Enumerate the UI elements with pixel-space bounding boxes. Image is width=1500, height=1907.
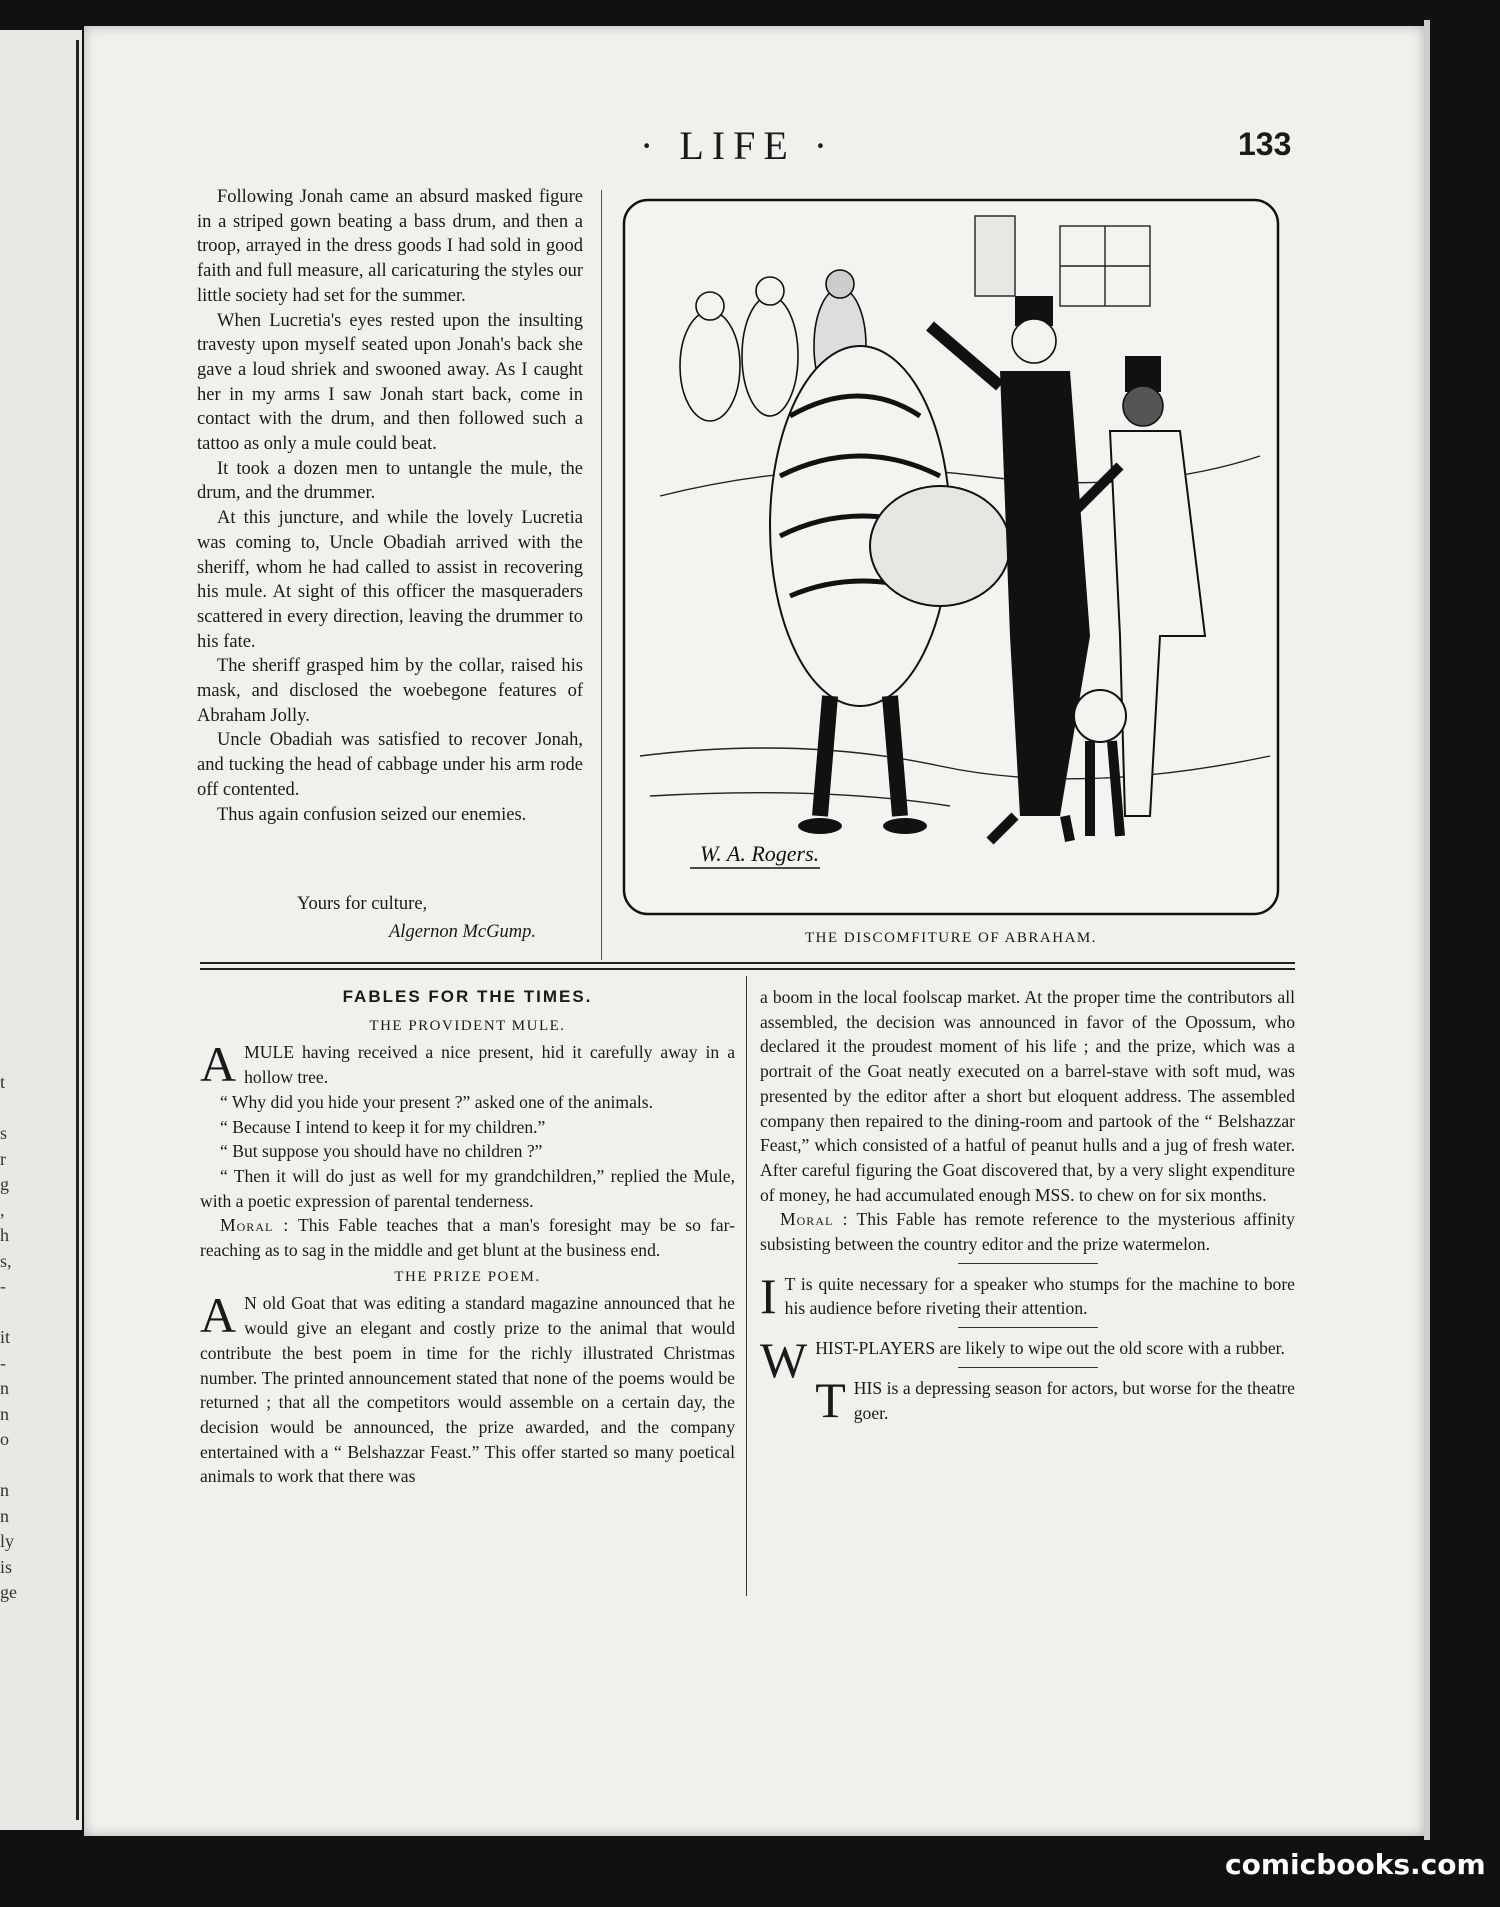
fable-paragraph: “ Because I intend to keep it for my children.” <box>220 1116 546 1137</box>
fable-title: THE PROVIDENT MULE. <box>369 1017 566 1034</box>
section-rule <box>200 962 1295 964</box>
masthead-title: · LIFE · <box>640 123 836 168</box>
closing-line: Yours for culture, <box>297 894 428 914</box>
epigram <box>760 1267 1295 1324</box>
fable-moral <box>200 1213 735 1262</box>
page-number: 133 <box>1238 126 1292 162</box>
fable-lead-paragraph <box>200 1287 735 1489</box>
moral-text: This Fable has remote reference to the mysterious affinity subsisting between the country editor and the prize watermelon. <box>760 1209 1295 1255</box>
moral-label: Moral : <box>780 1209 849 1230</box>
story-paragraph: Following Jonah came an absurd masked figure in a striped gown beating a bass drum, and then a troop, arrayed in the dress goods I had sold in good faith and full measure, all caricaturing the styles our little society had set for the summer. <box>197 187 583 306</box>
page-gutter <box>76 40 79 1820</box>
fables-column-right <box>760 985 1295 1428</box>
fables-heading: FABLES FOR THE TIMES. <box>342 987 593 1006</box>
fable-title: THE PRIZE POEM. <box>394 1268 541 1285</box>
fable-lead-paragraph <box>200 1036 735 1093</box>
column-divider <box>746 976 747 1596</box>
story-column <box>197 185 583 827</box>
story-paragraph: Thus again confusion seized our enemies. <box>217 804 527 825</box>
fable-paragraph: “ Then it will do just as well for my grandchildren,” replied the Mule, with a poetic expression of parental tenderness. <box>200 1165 735 1211</box>
fable-continued: a boom in the local foolscap market. At the proper time the contributors all assembled, the decision was announced in favor of the Opossum, who declared it the proudest moment of his life ; and the prize, which was a portrait of the Goat neatly executed on a barrel-stave with soft mud, was presented by the editor after a short but eloquent address. The assembled company then repaired to the dining-room and partook of the “ Belshazzar Feast,” which consisted of a hatful of peanut hulls and a jug of fresh water. After careful figuring the Goat discovered that, by a very slight expenditure of money, he had accumulated enough MSS. to chew on for six months. <box>760 987 1295 1205</box>
epigram-text: HIST-PLAYERS are likely to wipe out the old score with a rubber. <box>815 1338 1285 1359</box>
artist-signature-text: W. A. Rogers. <box>700 841 820 866</box>
fable-moral <box>760 1207 1295 1256</box>
short-rule <box>958 1263 1098 1264</box>
story-paragraph: At this juncture, and while the lovely Lucretia was coming to, Uncle Obadiah arrived with the sheriff, whom he had called to assist in recovering his mule. At sight of this officer the masqueraders scattered in every direction, leaving the drummer to his fate. <box>197 508 583 652</box>
moral-label: Moral : <box>220 1215 290 1236</box>
drop-cap: A <box>200 1287 237 1344</box>
section-rule <box>200 968 1295 970</box>
short-rule <box>958 1327 1098 1328</box>
epigram-text: HIS is a depressing season for actors, but worse for the theatre goer. <box>853 1377 1295 1423</box>
story-closing <box>197 890 583 946</box>
fables-column-left <box>200 985 735 1489</box>
short-rule <box>958 1367 1098 1368</box>
epigram <box>760 1371 1295 1428</box>
epigram-text: T is quite necessary for a speaker who stumps for the machine to bore his audience before riveting their attention. <box>784 1273 1295 1319</box>
adjacent-page-sliver <box>0 30 82 1830</box>
author-signature: Algernon McGump. <box>389 922 536 942</box>
epigram <box>760 1332 1295 1389</box>
story-paragraph: Uncle Obadiah was satisfied to recover Jonah, and tucking the head of cabbage under his arm rode off contented. <box>197 730 583 800</box>
story-paragraph: The sheriff grasped him by the collar, raised his mask, and disclosed the woebegone features of Abraham Jolly. <box>197 656 583 726</box>
story-paragraph: When Lucretia's eyes rested upon the insulting travesty upon myself seated upon Jonah's back she gave a loud shriek and swooned away. As I caught her in my arms I saw Jonah start back, come in contact with the drum, and then followed such a tattoo as only a mule could beat. <box>197 310 583 455</box>
fable-paragraph: “ Why did you hide your present ?” asked one of the animals. <box>220 1091 654 1112</box>
column-divider <box>601 190 602 960</box>
illustration <box>620 196 1282 918</box>
watermark: comicbooks.com <box>1225 1848 1486 1881</box>
drop-cap: T <box>815 1371 846 1428</box>
fable-lead-text: N old Goat that was editing a standard magazine announced that he would give an elegant and costly prize to the animal that would contribute the best poem in time for the richly illustrated Christmas number. The printed announcement stated that none of the poems would be returned ; that all the competitors would assemble on a certain day, the decision would be announced, the prize awarded, and the company entertained with a “ Belshazzar Feast.” This offer started so many poetical animals to work that there was <box>200 1293 735 1487</box>
page-edge <box>1424 20 1430 1840</box>
artist-signature <box>690 841 820 868</box>
drop-cap: I <box>760 1267 777 1324</box>
drop-cap: A <box>200 1036 237 1093</box>
illustration-caption: THE DISCOMFITURE OF ABRAHAM. <box>804 930 1098 946</box>
fable-paragraph: “ But suppose you should have no children ?” <box>220 1141 543 1162</box>
moral-text: This Fable teaches that a man's foresight may be so far-reaching as to sag in the middle and get blunt at the business end. <box>200 1215 735 1261</box>
fable-lead-text: MULE having received a nice present, hid it carefully away in a hollow tree. <box>244 1042 735 1088</box>
adjacent-page-text: t s r g , h s, - it - n n o n n ly is ge <box>0 1072 17 1602</box>
drop-cap: W <box>760 1332 808 1389</box>
story-paragraph: It took a dozen men to untangle the mule, the drum, and the drummer. <box>197 458 583 504</box>
